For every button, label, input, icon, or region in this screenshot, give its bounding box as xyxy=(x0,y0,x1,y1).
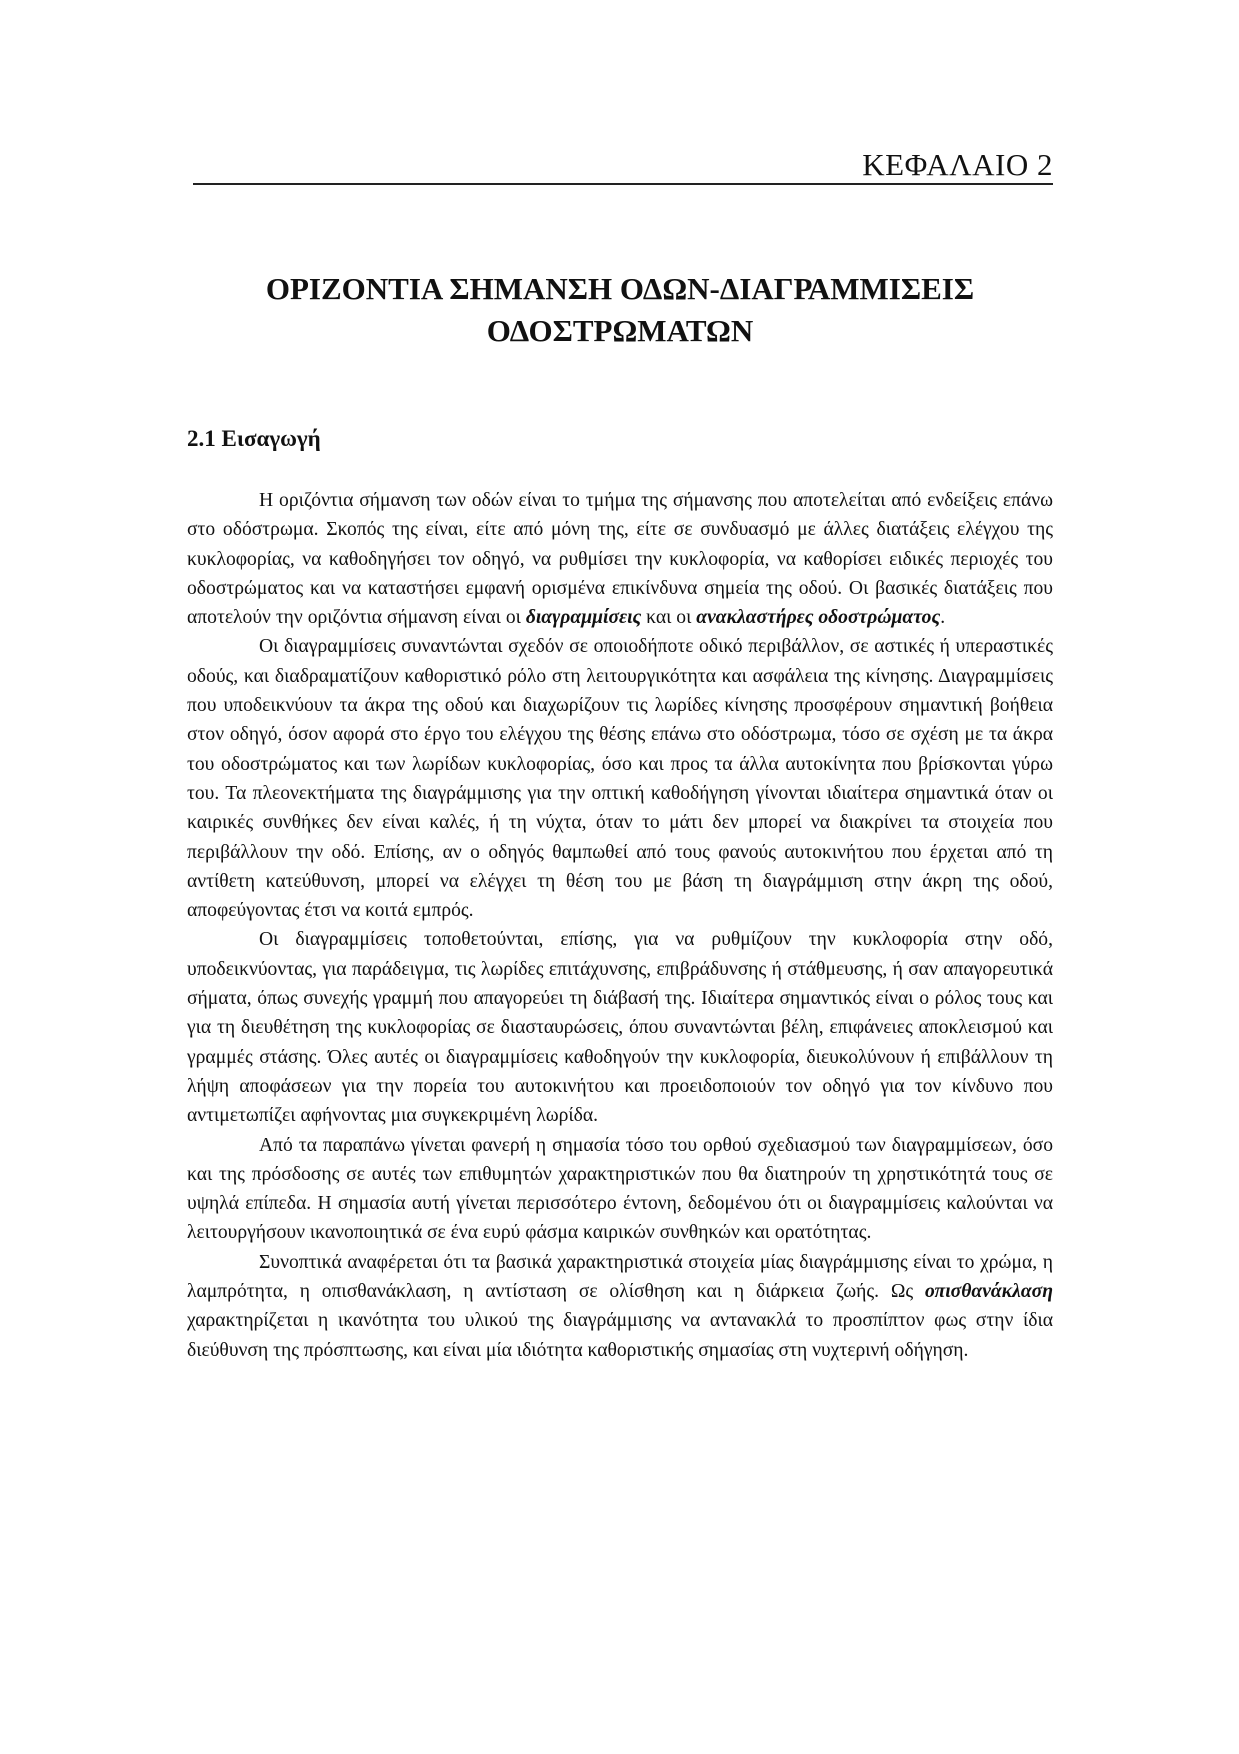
paragraph-3: Οι διαγραμμίσεις τοποθετούνται, επίσης, για να ρυθμίζουν την κυκλοφορία στην οδό, υποδεικνύοντας, για παράδειγμα, τις λωρίδες επιτάχυνσης, επιβράδυνσης ή στάθμευσης, ή σαν απαγορευτικά σήματα, όπως συνεχής γραμμή που απαγορεύει τη διάβασή της. Ιδιαίτερα σημαντικός είναι ο ρόλος τους και για τη διευθέτηση της κυκλοφορίας σε διασταυρώσεις, όπου συναντώνται βέλη, επιφάνειες αποκλεισμού και γραμμές στάσης. Όλες αυτές οι διαγραμμίσεις καθοδηγούν την κυκλοφορία, διευκολύνουν ή επιβάλλουν τη λήψη αποφάσεων για την πορεία του αυτοκινήτου και προειδοποιούν τον οδηγό για τον κίνδυνο που αντιμετωπίζει αφήνοντας μια συγκεκριμένη λωρίδα. xyxy=(187,929,1053,1127)
paragraph-1-text-c: . xyxy=(940,607,946,629)
emphasis-opisthanaklasi: οπισθανάκλαση xyxy=(924,1281,1053,1303)
chapter-title xyxy=(187,268,1053,352)
paragraph-2: Οι διαγραμμίσεις συναντώνται σχεδόν σε οποιοδήποτε οδικό περιβάλλον, σε αστικές ή υπεραστικές οδούς, και διαδραματίζουν καθοριστικό ρόλο στη λειτουργικότητα και ασφάλεια της κίνησης. Διαγραμμίσεις που υποδεικνύουν τα άκρα της οδού και διαχωρίζουν τις λωρίδες κίνησης προσφέρουν σημαντική βοήθεια στον οδηγό, όσον αφορά στο έργο του ελέγχου της θέσης επάνω στο οδόστρωμα, τόσο σε σχέση με τα άκρα του οδοστρώματος και των λωρίδων κυκλοφορίας, όσο και προς τα άλλα αυτοκίνητα που βρίσκονται γύρω του. Τα πλεονεκτήματα της διαγράμμισης για την οπτική καθοδήγηση γίνονται ιδιαίτερα σημαντικά όταν οι καιρικές συνθήκες δεν είναι καλές, ή τη νύχτα, όταν το μάτι δεν μπορεί να διακρίνει τα στοιχεία που περιβάλλουν την οδό. Επίσης, αν ο οδηγός θαμπωθεί από τους φανούς αυτοκινήτου που έρχεται από τη αντίθετη κατεύθυνση, μπορεί να ελέγχει τη θέση του με βάση τη διαγράμμιση στην άκρη της οδού, αποφεύγοντας έτσι να κοιτά εμπρός. xyxy=(187,636,1053,922)
chapter-title-line-1: ΟΡΙΖΟΝΤΙΑ ΣΗΜΑΝΣΗ ΟΔΩΝ-ΔΙΑΓΡΑΜΜΙΣΕΙΣ xyxy=(265,271,975,306)
paragraph-1-text-b: και οι xyxy=(641,607,697,629)
paragraph-1 xyxy=(187,486,1053,632)
paragraph-4: Από τα παραπάνω γίνεται φανερή η σημασία τόσο του ορθού σχεδιασμού των διαγραμμίσεων, όσο και της πρόσδοσης σε αυτές των επιθυμητών χαρακτηριστικών που θα διατηρούν τη χρηστικότητά τους σε υψηλά επίπεδα. Η σημασία αυτή γίνεται περισσότερο έντονη, δεδομένου ότι οι διαγραμμίσεις καλούνται να λειτουργήσουν ικανοποιητικά σε ένα ευρύ φάσμα καιρικών συνθηκών και ορατότητας. xyxy=(187,1134,1053,1244)
header-rule xyxy=(193,183,1053,185)
paragraph-5 xyxy=(187,1248,1053,1365)
section-heading: 2.1 Εισαγωγή xyxy=(187,426,321,451)
emphasis-anaklastires: ανακλαστήρες οδοστρώματος xyxy=(696,607,941,629)
chapter-title-line-2: ΟΔΟΣΤΡΩΜΑΤΩΝ xyxy=(486,313,754,348)
paragraph-5-text-b: χαρακτηρίζεται η ικανότητα του υλικού της διαγράμμισης να αντανακλά το προσπίπτον φως στην ίδια διεύθυνση της πρόσπτωσης, και είναι μία ιδιότητα καθοριστικής σημασίας στη νυχτερινή οδήγηση. xyxy=(187,1310,1053,1361)
paragraph-5-text-a: Συνοπτικά αναφέρεται ότι τα βασικά χαρακτηριστικά στοιχεία μίας διαγράμμισης είναι το χρώμα, η λαμπρότητα, η οπισθανάκλαση, η αντίσταση σε ολίσθηση και η διάρκεια ζωής. Ως xyxy=(187,1251,1053,1303)
body-text xyxy=(187,486,1053,1365)
emphasis-diagrammiseis: διαγραμμίσεις xyxy=(525,607,642,629)
chapter-label: ΚΕΦΑΛΑΙΟ 2 xyxy=(862,147,1053,182)
paragraph-1-text-a: Η οριζόντια σήμανση των οδών είναι το τμήμα της σήμανσης που αποτελείται από ενδείξεις επάνω στο οδόστρωμα. Σκοπός της είναι, είτε από μόνη της, είτε σε συνδυασμό με άλλες διατάξεις ελέγχου της κυκλοφορίας, να καθοδηγήσει τον οδηγό, να ρυθμίσει την κυκλοφορία, να καθορίσει ειδικές περιοχές του οδοστρώματος και να καταστήσει εμφανή ορισμένα επικίνδυνα σημεία της οδού. Οι βασικές διατάξεις που αποτελούν την οριζόντια σήμανση είναι οι xyxy=(187,490,1053,629)
